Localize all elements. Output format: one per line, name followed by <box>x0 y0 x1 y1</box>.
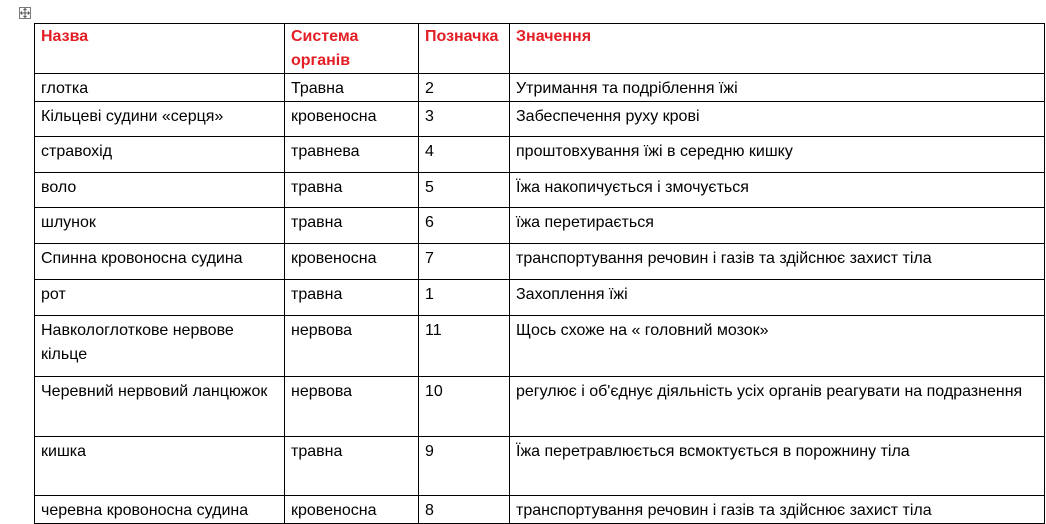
cell-name[interactable]: Черевний нервовий ланцюжок <box>35 377 285 437</box>
cell-meaning[interactable]: проштовхування їжі в середню кишку <box>510 137 1045 173</box>
cell-system[interactable]: травна <box>285 173 419 208</box>
table-row <box>35 137 1045 173</box>
cell-name[interactable]: стравохід <box>35 137 285 173</box>
cell-label[interactable]: 4 <box>419 137 510 173</box>
table-move-handle-icon[interactable] <box>19 7 31 19</box>
cell-system[interactable]: кровеносна <box>285 102 419 137</box>
cell-label[interactable]: 3 <box>419 102 510 137</box>
cell-system[interactable]: травна <box>285 280 419 316</box>
header-meaning: Значення <box>510 24 1045 74</box>
organs-table <box>34 23 1045 524</box>
table-row <box>35 244 1045 280</box>
cell-name[interactable]: Спинна кровоносна судина <box>35 244 285 280</box>
table-row <box>35 208 1045 244</box>
table-row <box>35 74 1045 102</box>
cell-system[interactable]: травна <box>285 208 419 244</box>
table-row <box>35 316 1045 377</box>
cell-label[interactable]: 1 <box>419 280 510 316</box>
table-header-row <box>35 24 1045 74</box>
cell-meaning[interactable]: транспортування речовин і газів та здійснює захист тіла <box>510 496 1045 524</box>
cell-label[interactable]: 8 <box>419 496 510 524</box>
cell-system[interactable]: нервова <box>285 377 419 437</box>
cell-name[interactable]: глотка <box>35 74 285 102</box>
cell-name[interactable]: рот <box>35 280 285 316</box>
table-row <box>35 377 1045 437</box>
cell-name[interactable]: шлунок <box>35 208 285 244</box>
cell-label[interactable]: 9 <box>419 437 510 496</box>
table-row <box>35 173 1045 208</box>
header-name: Назва <box>35 24 285 74</box>
cell-label[interactable]: 10 <box>419 377 510 437</box>
cell-meaning[interactable]: транспортування речовин і газів та здійснює захист тіла <box>510 244 1045 280</box>
table-row <box>35 437 1045 496</box>
cell-system[interactable]: травнева <box>285 137 419 173</box>
table-row <box>35 280 1045 316</box>
cell-meaning[interactable]: регулює і об'єднує діяльність усіх органів реагувати на подразнення <box>510 377 1045 437</box>
header-label: Позначка <box>419 24 510 74</box>
cell-meaning[interactable]: Їжа перетравлюється всмоктується в порожнину тіла <box>510 437 1045 496</box>
cell-label[interactable]: 6 <box>419 208 510 244</box>
cell-label[interactable]: 11 <box>419 316 510 377</box>
cell-label[interactable]: 2 <box>419 74 510 102</box>
cell-name[interactable]: черевна кровоносна судина <box>35 496 285 524</box>
cell-name[interactable]: кишка <box>35 437 285 496</box>
cell-system[interactable]: нервова <box>285 316 419 377</box>
cell-name[interactable]: Кільцеві судини «серця» <box>35 102 285 137</box>
cell-label[interactable]: 5 <box>419 173 510 208</box>
cell-system[interactable]: кровеносна <box>285 496 419 524</box>
cell-meaning[interactable]: Щось схоже на « головний мозок» <box>510 316 1045 377</box>
cell-meaning[interactable]: Їжа накопичується і змочується <box>510 173 1045 208</box>
cell-name[interactable]: воло <box>35 173 285 208</box>
move-arrows-icon <box>20 8 30 18</box>
cell-system[interactable]: травна <box>285 437 419 496</box>
table-row <box>35 102 1045 137</box>
table-row <box>35 496 1045 524</box>
cell-meaning[interactable]: їжа перетирається <box>510 208 1045 244</box>
cell-meaning[interactable]: Утримання та подрiблення їжi <box>510 74 1045 102</box>
cell-meaning[interactable]: Забеспечення руху крові <box>510 102 1045 137</box>
cell-name[interactable]: Навкологлоткове нервове кільце <box>35 316 285 377</box>
cell-system[interactable]: Травна <box>285 74 419 102</box>
cell-meaning[interactable]: Захоплення їжі <box>510 280 1045 316</box>
cell-label[interactable]: 7 <box>419 244 510 280</box>
header-organ-system: Система органів <box>285 24 419 74</box>
cell-system[interactable]: кровеносна <box>285 244 419 280</box>
